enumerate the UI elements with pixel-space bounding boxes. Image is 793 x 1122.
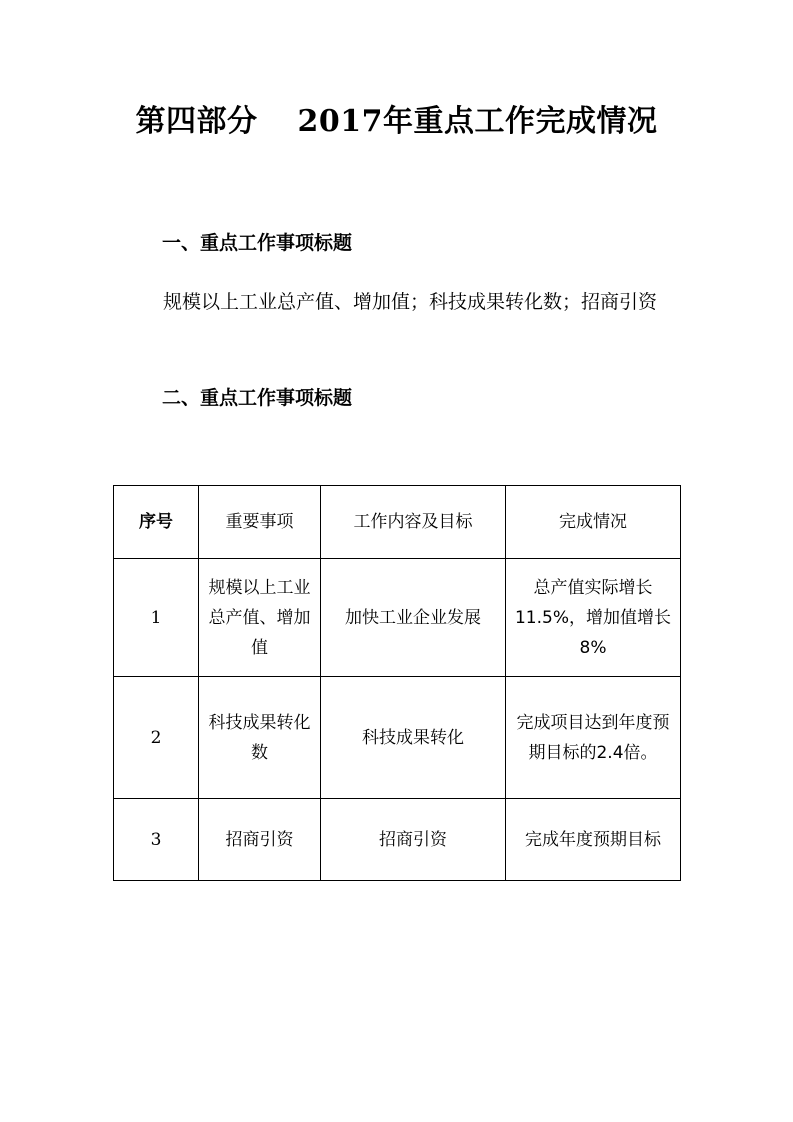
row-no: 1: [114, 559, 199, 677]
row-status: 完成年度预期目标: [506, 799, 681, 881]
row-status: 总产值实际增长11.5%，增加值增长8%: [506, 559, 681, 677]
section-1-body: 规模以上工业总产值、增加值；科技成果转化数；招商引资: [163, 291, 658, 313]
table-header-row: [114, 486, 681, 559]
key-tasks-table: [113, 485, 681, 881]
header-content: 工作内容及目标: [321, 486, 506, 559]
section-1-heading: 一、重点工作事项标题: [162, 232, 353, 254]
part-label: 第四部分: [135, 104, 258, 139]
header-no: 序号: [114, 486, 199, 559]
row-status: 完成项目达到年度预期目标的2.4倍。: [506, 677, 681, 799]
row-content: 科技成果转化: [321, 677, 506, 799]
row-no: 3: [114, 799, 199, 881]
table-row: [114, 559, 681, 677]
title-heading: 2017年重点工作完成情况: [297, 104, 658, 139]
header-status: 完成情况: [506, 486, 681, 559]
table-row: [114, 677, 681, 799]
row-item: 规模以上工业总产值、增加值: [199, 559, 321, 677]
row-content: 招商引资: [321, 799, 506, 881]
header-item: 重要事项: [199, 486, 321, 559]
section-2-heading: 二、重点工作事项标题: [162, 387, 353, 409]
row-no: 2: [114, 677, 199, 799]
page-title: [0, 96, 793, 140]
table-row: [114, 799, 681, 881]
row-content: 加快工业企业发展: [321, 559, 506, 677]
row-item: 招商引资: [199, 799, 321, 881]
row-item: 科技成果转化数: [199, 677, 321, 799]
